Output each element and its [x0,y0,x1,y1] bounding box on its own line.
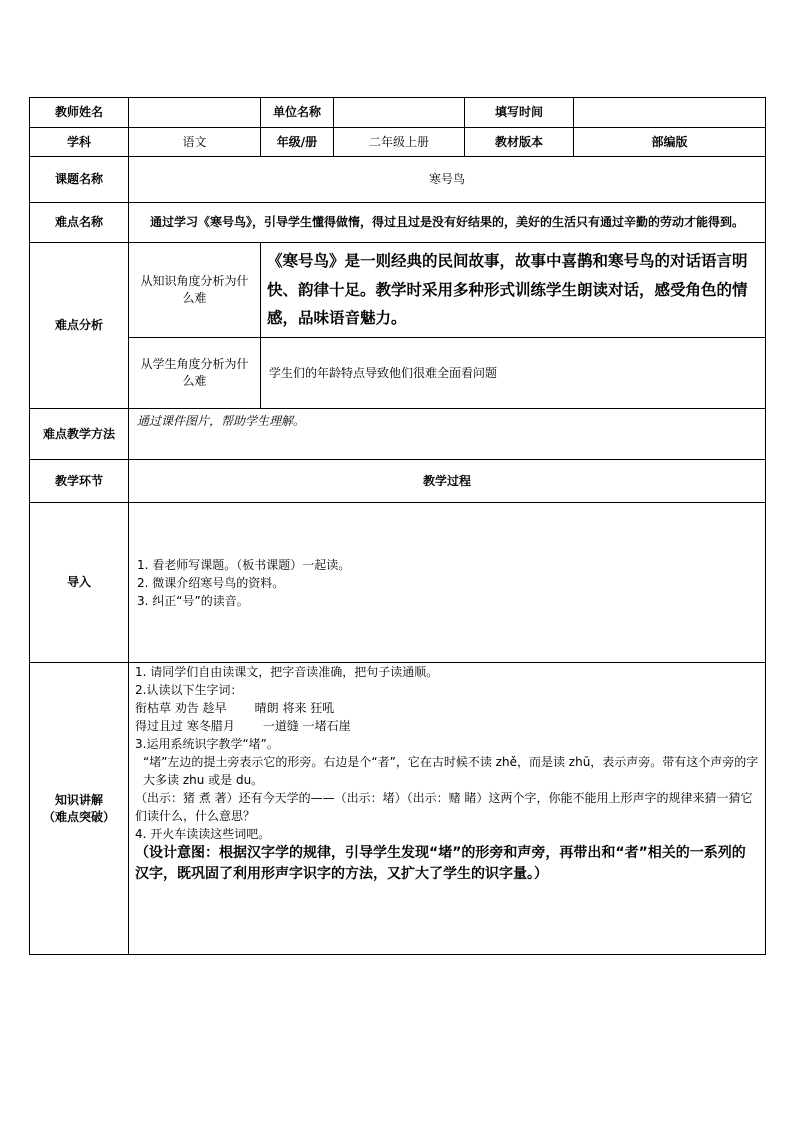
student-angle-label: 从学生角度分析为什么难 [129,338,261,409]
unit-name-label: 单位名称 [261,98,334,128]
knowledge-line: 1. 请同学们自由读课文，把字音读准确，把句子读通顺。 [135,665,439,679]
knowledge-content [129,663,766,955]
knowledge-label-cell [30,663,129,955]
textbook-label: 教材版本 [465,128,574,157]
unit-name-field[interactable] [334,98,465,128]
row-teacher-info [30,98,766,128]
knowledge-angle-label: 从知识角度分析为什么难 [129,243,261,338]
intro-content [129,503,766,663]
row-subject-info [30,128,766,157]
row-process-header [30,460,766,503]
knowledge-line: 2.认读以下生字词： [135,683,243,697]
stage-header: 教学环节 [30,460,129,503]
fill-time-label: 填写时间 [465,98,574,128]
row-difficulty [30,203,766,243]
student-angle-value: 学生们的年龄特点导致他们很难全面看问题 [261,338,766,409]
intro-item: 3. 纠正“号”的读音。 [137,593,249,608]
row-analysis-knowledge [30,243,766,338]
row-knowledge [30,663,766,955]
grade-label: 年级/册 [261,128,334,157]
textbook-value: 部编版 [574,128,766,157]
analysis-label: 难点分析 [30,243,129,409]
vocab-group: 得过且过 寒冬腊月 [135,719,235,733]
lesson-title-value: 寒号鸟 [129,157,766,203]
lesson-title-label: 课题名称 [30,157,129,203]
grade-value: 二年级上册 [334,128,465,157]
lesson-plan-table [29,97,766,955]
process-header: 教学过程 [129,460,766,503]
intro-item: 2. 微课介绍寒号鸟的资料。 [137,575,285,590]
knowledge-angle-value: 《寒号鸟》是一则经典的民间故事，故事中喜鹊和寒号鸟的对话语言明快、韵律十足。教学时采用多种形式训练学生朗读对话，感受角色的情感，品味语音魅力。 [261,243,766,338]
design-intent-note: （设计意图：根据汉字学的规律，引导学生发现“堵”的形旁和声旁，再带出和“者”相关的一系列的汉字，既巩固了利用形声字识字的方法，又扩大了学生的识字量。） [135,845,746,882]
row-teaching-method [30,409,766,460]
row-analysis-student [30,338,766,409]
knowledge-label: 知识讲解 [54,792,103,807]
difficulty-label: 难点名称 [30,203,129,243]
row-lesson-title [30,157,766,203]
fill-time-field[interactable] [574,98,766,128]
subject-value: 语文 [129,128,261,157]
vocab-group: 一道缝 一堵石崖 [262,719,351,733]
teacher-name-label: 教师姓名 [30,98,129,128]
subject-label: 学科 [30,128,129,157]
vocab-group: 衔枯草 劝告 趁早 [135,701,227,715]
intro-item: 1. 看老师写课题。（板书课题）一起读。 [137,557,351,572]
knowledge-paragraph: “堵”左边的提土旁表示它的形旁。右边是个“者”，它在古时候不读 zhě，而是读 zhū，表示声旁。带有这个声旁的字大多读 zhu 或是 du。 [143,755,759,787]
vocab-line [135,699,759,717]
difficulty-value: 通过学习《寒号鸟》，引导学生懂得做惰，得过且过是没有好结果的，美好的生活只有通过辛勤的劳动才能得到。 [129,203,766,243]
teaching-method-label: 难点教学方法 [30,409,129,460]
knowledge-sublabel: （难点突破） [42,809,115,824]
teacher-name-field[interactable] [129,98,261,128]
knowledge-paragraph: （出示：猪 煮 著）还有今天学的——（出示：堵）（出示：赌 睹）这两个字，你能不能用上形声字的规律来猜一猜它们读什么，什么意思？ [135,791,753,823]
knowledge-line: 4. 开火车读读这些词吧。 [135,827,271,841]
row-intro [30,503,766,663]
vocab-line [135,717,759,735]
intro-label: 导入 [30,503,129,663]
knowledge-line: 3.运用系统识字教学“堵”。 [135,737,279,751]
vocab-group: 晴朗 将来 狂吼 [254,701,335,715]
teaching-method-value: 通过课件图片，帮助学生理解。 [129,409,766,460]
